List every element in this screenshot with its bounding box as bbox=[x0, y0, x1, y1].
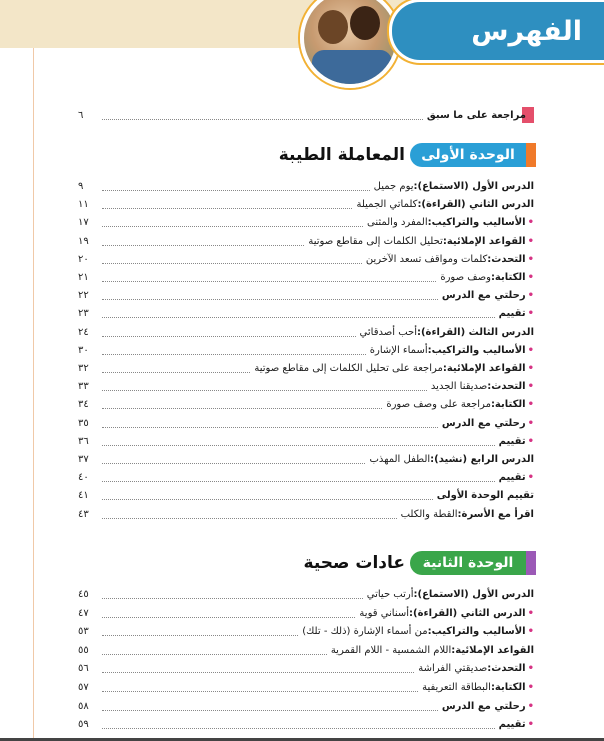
page-number: ٢٤ bbox=[78, 326, 89, 338]
entry-heading: الدرس الثاني (القراءة): bbox=[417, 199, 534, 211]
dot-leader bbox=[102, 691, 418, 692]
dot-leader bbox=[102, 728, 495, 729]
dot-leader bbox=[102, 598, 363, 599]
toc-entry[interactable] bbox=[78, 196, 534, 212]
entry-detail: أحب أصدقائي bbox=[359, 326, 417, 338]
page-number: ٣٤ bbox=[78, 399, 89, 411]
entry-detail: من أسماء الإشارة (ذلك - تلك) bbox=[302, 626, 428, 638]
toc-entry[interactable] bbox=[78, 487, 534, 503]
entry-detail: أسناني قوية bbox=[359, 607, 410, 619]
dot-leader bbox=[102, 445, 495, 446]
entry-detail: أسماء الإشارة bbox=[369, 344, 428, 356]
toc-entry[interactable] bbox=[78, 469, 534, 485]
entry-heading: الدرس الأول (الاستماع): bbox=[413, 181, 534, 192]
entry-detail: أرتب حياتي bbox=[366, 589, 414, 600]
entry-text bbox=[499, 307, 534, 321]
entry-heading: التحدث: bbox=[487, 663, 526, 675]
entry-text bbox=[418, 662, 534, 676]
entry-detail: المفرد والمثنى bbox=[366, 217, 428, 229]
toc-entry[interactable] bbox=[78, 269, 534, 285]
page-title: الفهرس bbox=[471, 15, 582, 47]
toc-entry[interactable] bbox=[78, 698, 534, 714]
entry-heading: الدرس الأول (الاستماع): bbox=[413, 589, 534, 600]
bullet-icon: • bbox=[527, 626, 534, 638]
entry-heading: القواعد الإملائية: bbox=[442, 235, 526, 247]
toc-entry[interactable] bbox=[78, 451, 534, 467]
bullet-icon: • bbox=[527, 253, 534, 265]
toc-entry[interactable] bbox=[78, 660, 534, 676]
page-number: ١١ bbox=[78, 199, 89, 211]
dot-leader bbox=[102, 710, 438, 711]
bullet-icon: • bbox=[527, 290, 534, 302]
entry-heading: الأساليب والتراكيب: bbox=[427, 217, 526, 229]
page-number: ٥٦ bbox=[78, 663, 89, 675]
page-number: ٥٣ bbox=[78, 626, 89, 638]
unit2-title: عادات صحية bbox=[303, 553, 405, 573]
entry-text bbox=[431, 380, 534, 394]
entry-text bbox=[374, 180, 534, 194]
toc-entry[interactable] bbox=[78, 378, 534, 394]
bullet-icon: • bbox=[527, 344, 534, 356]
entry-text bbox=[440, 271, 534, 285]
bullet-icon: • bbox=[527, 308, 534, 320]
entry-heading: اقرأ مع الأسرة: bbox=[457, 508, 534, 520]
page-number: ١٩ bbox=[78, 235, 89, 247]
entry-text bbox=[442, 417, 534, 431]
entry-heading: رحلتي مع الدرس bbox=[441, 417, 526, 429]
entry-heading: الدرس الرابع (نشيد): bbox=[430, 454, 534, 465]
entry-text bbox=[499, 718, 534, 732]
toc-entry[interactable] bbox=[78, 342, 534, 358]
entry-text bbox=[442, 700, 534, 714]
entry-detail: يوم جميل bbox=[373, 181, 414, 192]
dot-leader bbox=[102, 654, 327, 655]
toc-entry[interactable] bbox=[78, 415, 534, 431]
entry-detail: تحليل الكلمات إلى مقاطع صوتية bbox=[308, 235, 443, 247]
page-number: ٣٥ bbox=[78, 417, 89, 429]
bullet-icon: • bbox=[527, 472, 534, 484]
prelude-label: مراجعة على ما سبق bbox=[426, 110, 526, 121]
entry-text bbox=[422, 681, 534, 695]
toc-entry[interactable] bbox=[78, 287, 534, 303]
entry-detail: الطفل المهذب bbox=[369, 454, 431, 465]
entry-text bbox=[302, 625, 534, 639]
page-number: ٣٠ bbox=[78, 344, 89, 356]
dot-leader bbox=[102, 263, 362, 264]
entry-text bbox=[386, 398, 534, 412]
page-number: ٢٣ bbox=[78, 308, 89, 320]
page-number: ٦ bbox=[78, 110, 84, 121]
entry-detail: اللام الشمسية - اللام القمرية bbox=[330, 644, 452, 656]
unit2-tab bbox=[526, 551, 536, 575]
bullet-icon: • bbox=[527, 235, 534, 247]
bullet-icon: • bbox=[527, 272, 534, 283]
entry-text bbox=[437, 489, 534, 503]
page-number: ٤٣ bbox=[78, 508, 89, 520]
entry-text bbox=[359, 607, 534, 621]
page-number: ٣٣ bbox=[78, 381, 89, 393]
dot-leader bbox=[102, 354, 366, 355]
entry-heading: الدرس الثاني (القراءة): bbox=[409, 607, 526, 619]
toc-entry[interactable] bbox=[78, 178, 534, 194]
prelude-row[interactable] bbox=[78, 107, 526, 123]
dot-leader bbox=[102, 336, 356, 337]
entry-heading: القواعد الإملائية: bbox=[451, 644, 534, 656]
bullet-icon: • bbox=[527, 381, 534, 393]
entry-text bbox=[308, 235, 534, 249]
toc-entry[interactable] bbox=[78, 324, 534, 340]
dot-leader bbox=[102, 463, 365, 464]
page-number: ٥٨ bbox=[78, 700, 89, 712]
page-number: ٥٩ bbox=[78, 719, 89, 731]
toc-entry[interactable] bbox=[78, 679, 534, 695]
toc-entry[interactable] bbox=[78, 586, 534, 602]
entry-heading: رحلتي مع الدرس bbox=[441, 290, 526, 302]
page-number: ٣٢ bbox=[78, 363, 89, 374]
entry-heading: رحلتي مع الدرس bbox=[441, 700, 526, 712]
page-number: ٤١ bbox=[78, 490, 89, 502]
entry-text bbox=[369, 453, 534, 467]
page-number: ١٧ bbox=[78, 217, 89, 229]
toc-entry[interactable] bbox=[78, 716, 534, 732]
entry-detail: البطاقة التعريفية bbox=[422, 682, 491, 693]
toc-entry[interactable] bbox=[78, 360, 534, 376]
entry-heading: القواعد الإملائية: bbox=[442, 363, 526, 374]
entry-heading: تقييم bbox=[498, 472, 526, 484]
toc-entry[interactable] bbox=[78, 251, 534, 267]
toc-entry[interactable] bbox=[78, 396, 534, 412]
entry-text bbox=[367, 588, 534, 602]
bullet-icon: • bbox=[527, 700, 534, 712]
dot-leader bbox=[102, 518, 397, 519]
entry-heading: تقييم bbox=[498, 719, 526, 731]
dot-leader bbox=[102, 226, 363, 227]
page-number: ٢٢ bbox=[78, 290, 89, 302]
entry-text bbox=[331, 644, 534, 658]
bullet-icon: • bbox=[527, 663, 534, 675]
entry-heading: تقييم bbox=[498, 308, 526, 320]
dot-leader bbox=[102, 635, 298, 636]
entry-heading: تقييم bbox=[498, 435, 526, 447]
entry-text bbox=[367, 216, 534, 230]
entry-detail: صديقنا الجديد bbox=[430, 381, 488, 393]
dot-leader bbox=[102, 208, 352, 209]
unit2-label: الوحدة الثانية bbox=[410, 551, 526, 575]
entry-text bbox=[360, 326, 534, 340]
entry-detail: كلماتي الجميلة bbox=[356, 199, 418, 211]
entry-text bbox=[401, 508, 534, 522]
toc-entry[interactable] bbox=[78, 642, 534, 658]
toc-entry[interactable] bbox=[78, 233, 534, 249]
entry-detail: مراجعة على تحليل الكلمات إلى مقاطع صوتية bbox=[254, 363, 443, 374]
dot-leader bbox=[102, 390, 427, 391]
bullet-icon: • bbox=[527, 682, 534, 693]
entry-heading: التحدث: bbox=[487, 253, 526, 265]
entry-heading: الأساليب والتراكيب: bbox=[427, 626, 526, 638]
entry-detail: القطة والكلب bbox=[400, 508, 458, 520]
entry-text bbox=[442, 289, 534, 303]
entry-detail: وصف صورة bbox=[440, 272, 491, 283]
margin-line bbox=[33, 48, 34, 741]
entry-heading: الكتابة: bbox=[490, 399, 526, 411]
dot-leader bbox=[102, 317, 495, 318]
dot-leader bbox=[102, 299, 438, 300]
entry-text bbox=[499, 435, 534, 449]
toc-entry[interactable] bbox=[78, 433, 534, 449]
entry-detail: مراجعة على وصف صورة bbox=[386, 399, 491, 411]
bullet-icon: • bbox=[527, 217, 534, 229]
entry-heading: تقييم الوحدة الأولى bbox=[436, 490, 534, 502]
toc-entry[interactable] bbox=[78, 623, 534, 639]
bullet-icon: • bbox=[527, 607, 534, 619]
page-number: ٩ bbox=[78, 181, 84, 192]
entry-heading: الدرس الثالث (القراءة): bbox=[416, 326, 534, 338]
bullet-icon: • bbox=[527, 435, 534, 447]
toc-entry[interactable] bbox=[78, 506, 534, 522]
dot-leader bbox=[102, 427, 438, 428]
bullet-icon: • bbox=[527, 399, 534, 411]
page-number: ٤٥ bbox=[78, 589, 89, 600]
entry-detail: صديقتي الفراشة bbox=[418, 663, 488, 675]
dot-leader bbox=[102, 672, 414, 673]
entry-text bbox=[499, 471, 534, 485]
dot-leader bbox=[102, 481, 495, 482]
page-number: ٣٦ bbox=[78, 435, 89, 447]
dot-leader bbox=[102, 190, 370, 191]
entry-text bbox=[356, 198, 534, 212]
entry-detail: كلمات ومواقف تسعد الآخرين bbox=[365, 253, 488, 265]
bullet-icon: • bbox=[527, 719, 534, 731]
dot-leader bbox=[102, 408, 382, 409]
entry-text bbox=[366, 253, 534, 267]
page-number: ٤٠ bbox=[78, 472, 89, 484]
page-number: ٢١ bbox=[78, 272, 89, 283]
bullet-icon: • bbox=[527, 363, 534, 374]
toc-entry[interactable] bbox=[78, 305, 534, 321]
entry-text bbox=[370, 344, 534, 358]
dot-leader bbox=[102, 372, 250, 373]
toc-entry[interactable] bbox=[78, 214, 534, 230]
entry-heading: التحدث: bbox=[487, 381, 526, 393]
dot-leader bbox=[102, 281, 436, 282]
unit1-tab bbox=[526, 143, 536, 167]
unit1-label: الوحدة الأولى bbox=[410, 143, 526, 167]
children-photo bbox=[300, 0, 400, 88]
entry-heading: الكتابة: bbox=[490, 272, 526, 283]
bullet-icon: • bbox=[527, 417, 534, 429]
unit1-title: المعاملة الطيبة bbox=[278, 145, 405, 165]
dot-leader bbox=[102, 499, 433, 500]
dot-leader bbox=[102, 245, 304, 246]
page-number: ٥٧ bbox=[78, 682, 89, 693]
page-number: ٢٠ bbox=[78, 253, 89, 265]
entry-heading: الكتابة: bbox=[490, 682, 526, 693]
entry-text bbox=[254, 362, 534, 376]
page-number: ٣٧ bbox=[78, 454, 89, 465]
toc-entry[interactable] bbox=[78, 605, 534, 621]
page-number: ٤٧ bbox=[78, 607, 89, 619]
entry-heading: الأساليب والتراكيب: bbox=[427, 344, 526, 356]
dot-leader bbox=[102, 617, 355, 618]
page-number: ٥٥ bbox=[78, 644, 89, 656]
